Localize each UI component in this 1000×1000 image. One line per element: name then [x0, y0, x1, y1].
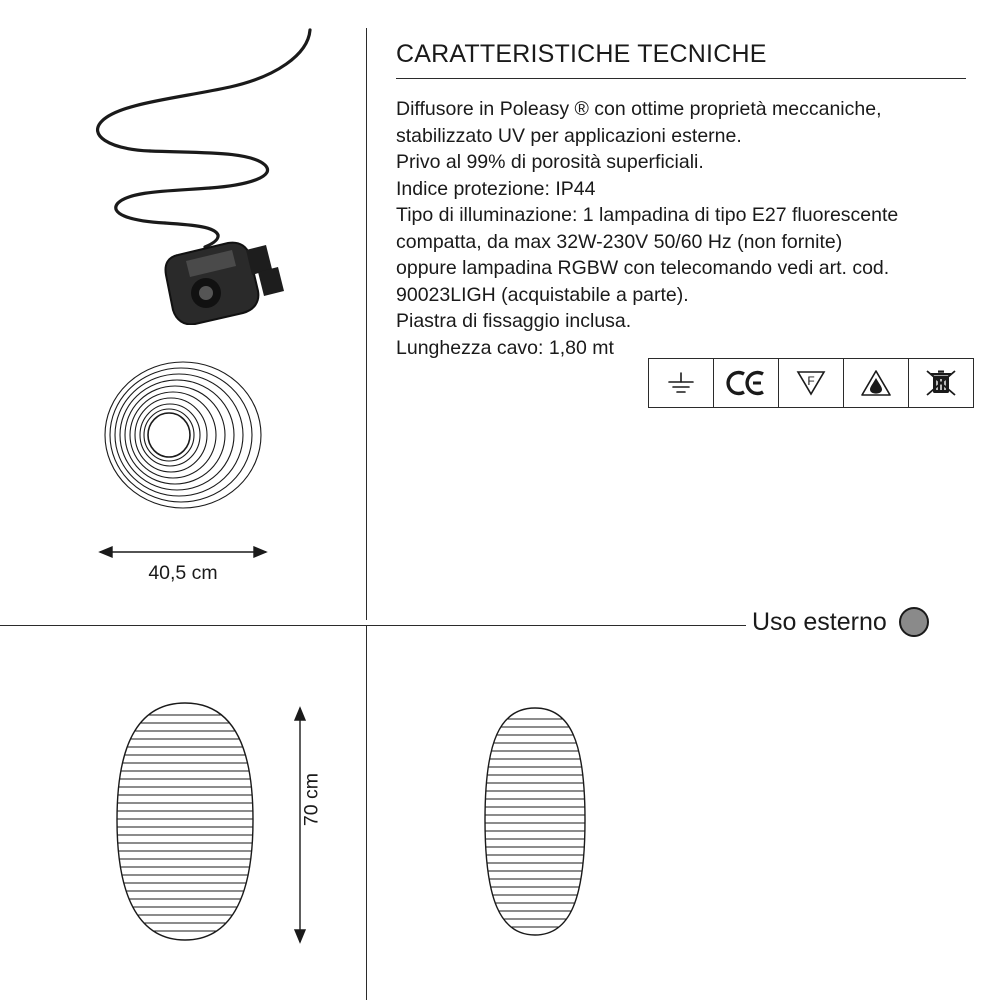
vertical-divider-bottom: [366, 625, 367, 1000]
outdoor-use-dot-icon: [899, 607, 929, 637]
width-dimension-label: 40,5 cm: [148, 562, 218, 584]
height-dimension: [285, 700, 345, 950]
specs-line: oppure lampadina RGBW con telecomando vedi art. cod.: [396, 257, 890, 279]
f-mark-icon: [779, 359, 844, 407]
specs-line: 90023LIGH (acquistabile a parte).: [396, 283, 689, 306]
drip-proof-icon: [844, 359, 909, 407]
specs-line: Diffusore in Poleasy ® con ottime proprietà meccaniche,: [396, 98, 882, 120]
outdoor-use-badge: [752, 607, 929, 637]
specs-line: Indice protezione: IP44: [396, 177, 596, 200]
specs-line: Lunghezza cavo: 1,80 mt: [396, 336, 614, 359]
outdoor-use-label: Uso esterno: [752, 607, 887, 636]
height-dimension-label: 70 cm: [300, 772, 323, 827]
certification-marks: [648, 358, 974, 408]
specs-line: compatta, da max 32W-230V 50/60 Hz (non fornite): [396, 230, 843, 253]
earth-ground-icon: [649, 359, 714, 407]
top-view-drawing: [95, 350, 275, 520]
specs-line: Privo al 99% di porosità superficiali.: [396, 151, 704, 173]
weee-crossed-bin-icon: [909, 359, 973, 407]
specs-line: stabilizzato UV per applicazioni esterne.: [396, 124, 742, 147]
horizontal-divider-right: [366, 625, 746, 626]
specs-line: Tipo di illuminazione: 1 lampadina di tipo E27 fluorescente: [396, 204, 899, 226]
horizontal-divider-left: [0, 625, 366, 626]
specs-line: Piastra di fissaggio inclusa.: [396, 310, 632, 332]
ce-mark-icon: [714, 359, 779, 407]
width-dimension: [88, 540, 278, 595]
vertical-divider-top: [366, 28, 367, 620]
svg-text:F: F: [807, 374, 815, 388]
specs-body: [396, 96, 966, 361]
front-view-drawing-secondary: [480, 705, 590, 940]
specs-title: CARATTERISTICHE TECNICHE: [396, 40, 966, 79]
power-cord-photo: [60, 25, 350, 325]
technical-specifications: [396, 40, 966, 361]
front-view-drawing: [110, 700, 260, 945]
